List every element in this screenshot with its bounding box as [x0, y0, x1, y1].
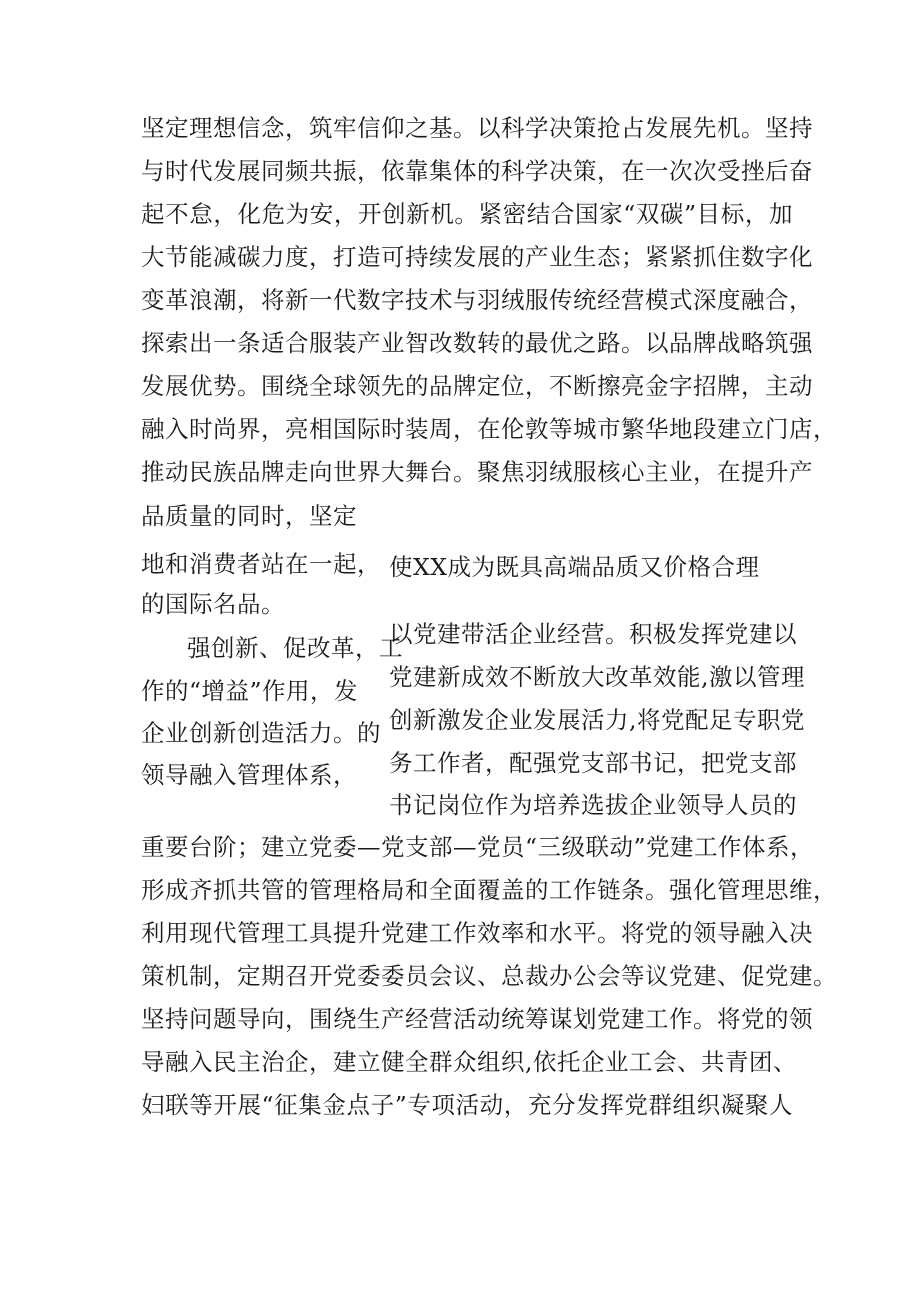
paragraph-line: 与时代发展同频共振，依靠集体的科学决策，在一次次受挫后奋 [141, 157, 813, 185]
left-column-line: 地和消费者站在一起， [141, 550, 381, 578]
paragraph-line: 起不怠，化危为安，开创新机。紧密结合国家“双碳”目标，加 [141, 200, 793, 228]
right-column-line: 党建新成效不断放大改革效能,激以管理 [389, 663, 805, 691]
paragraph-line: 融入时尚界，亮相国际时装周，在伦敦等城市繁华地段建立门店， [141, 415, 837, 443]
right-column-line: 书记岗位作为培养选拔企业领导人员的 [389, 791, 797, 819]
left-column-line: 领导融入管理体系， [141, 761, 357, 789]
paragraph-line: 发展优势。围绕全球领先的品牌定位，不断擦亮金字招牌，主动 [141, 372, 813, 400]
paragraph-line: 形成齐抓共管的管理格局和全面覆盖的工作链条。强化管理思维， [141, 876, 837, 904]
left-column-line: 强创新、促改革，工 [187, 634, 403, 662]
paragraph-line: 坚定理想信念，筑牢信仰之基。以科学决策抢占发展先机。坚持 [141, 114, 813, 142]
left-column-line: 的国际名品。 [141, 590, 285, 618]
paragraph-line: 大节能减碳力度，打造可持续发展的产业生态；紧紧抓住数字化 [141, 243, 813, 271]
right-column-line: 以党建带活企业经营。积极发挥党建以 [389, 620, 797, 648]
paragraph-line: 探索出一条适合服装产业智改数转的最优之路。以品牌战略筑强 [141, 329, 813, 357]
right-column-line: 使XX成为既具高端品质又价格合理 [389, 553, 760, 581]
left-column-line: 作的“增益”作用，发 [141, 677, 359, 705]
paragraph-line: 利用现代管理工具提升党建工作效率和水平。将党的领导融入决 [141, 919, 813, 947]
paragraph-line: 策机制，定期召开党委委员会议、总裁办公会等议党建、促党建。 [141, 962, 837, 990]
left-column-line: 企业创新创造活力。的 [141, 719, 381, 747]
paragraph-line: 导融入民主治企，建立健全群众组织,依托企业工会、共青团、 [141, 1048, 797, 1076]
paragraph-line-short: 品质量的同时，坚定 [141, 502, 357, 530]
paragraph-line: 推动民族品牌走向世界大舞台。聚焦羽绒服核心主业，在提升产 [141, 458, 813, 486]
paragraph-line: 妇联等开展“征集金点子”专项活动，充分发挥党群组织凝聚人 [141, 1091, 793, 1119]
paragraph-line: 变革浪潮，将新一代数字技术与羽绒服传统经营模式深度融合， [141, 286, 813, 314]
paragraph-line: 重要台阶；建立党委—党支部—党员“三级联动”党建工作体系， [141, 833, 815, 861]
paragraph-line: 坚持问题导向，围绕生产经营活动统筹谋划党建工作。将党的领 [141, 1005, 813, 1033]
right-column-line: 创新激发企业发展活力,将党配足专职党 [389, 706, 805, 734]
right-column-line: 务工作者，配强党支部书记，把党支部 [389, 749, 797, 777]
